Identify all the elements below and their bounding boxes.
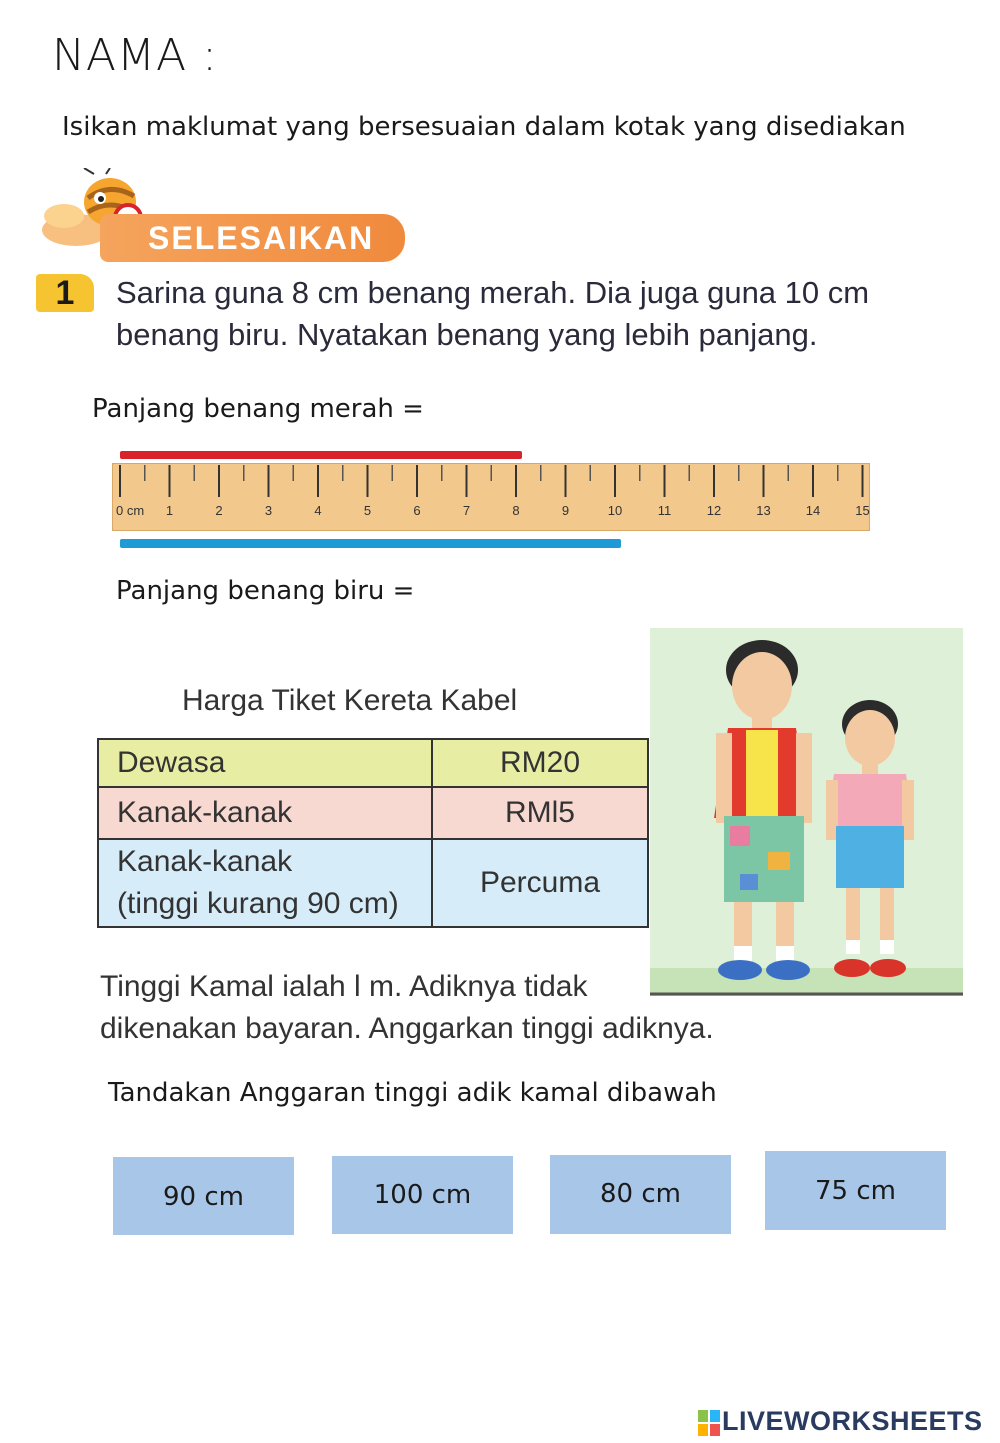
price-cell: Percuma (432, 839, 648, 927)
ruler-tick-label: 14 (805, 503, 821, 518)
ruler-tick-label: 11 (657, 503, 672, 518)
question-line-2: benang biru. Nyatakan benang yang lebih panjang. (116, 317, 818, 352)
table-row (98, 839, 648, 927)
name-label: NAMA : (52, 30, 218, 81)
answer-option-100cm[interactable]: 100 cm (332, 1156, 513, 1234)
table-row (98, 787, 648, 839)
footer-brand: LIVEWORKSHEETS (722, 1406, 983, 1436)
liveworksheets-branding (698, 1406, 994, 1438)
ruler-tick-label: 1 (165, 503, 174, 518)
ruler-tick-label: 12 (706, 503, 722, 518)
table-row (98, 739, 648, 787)
selesaikan-banner: SELESAIKAN (100, 214, 405, 262)
price-cell: RMl5 (432, 787, 648, 839)
answer-prompt: Tandakan Anggaran tinggi adik kamal dibawah (108, 1078, 717, 1108)
liveworksheets-logo-icon (698, 1410, 720, 1436)
ruler-tick-label: 15 (855, 503, 870, 518)
answer-option-80cm[interactable]: 80 cm (550, 1155, 731, 1234)
problem-line-1: Tinggi Kamal ialah l m. Adiknya tidak (100, 970, 588, 1003)
category-cell (98, 839, 432, 927)
ruler-tick-label: 7 (462, 503, 471, 518)
answer-option-90cm[interactable]: 90 cm (113, 1157, 294, 1235)
ruler-tick-label: 0 cm (116, 503, 145, 518)
question-line-1: Sarina guna 8 cm benang merah. Dia juga guna 10 cm (116, 275, 870, 310)
category-line-2: (tinggi kurang 90 cm) (117, 887, 399, 920)
ruler-tick-label: 8 (512, 503, 520, 518)
blue-thread-length-label: Panjang benang biru = (116, 576, 415, 606)
problem-text (100, 966, 714, 1050)
ticket-price-table (97, 738, 649, 928)
blue-thread (120, 539, 621, 548)
ruler-tick-label: 9 (561, 503, 570, 518)
ruler-tick-label: 4 (314, 503, 322, 518)
ruler-tick-label: 5 (363, 503, 372, 518)
answer-option-75cm[interactable]: 75 cm (765, 1151, 946, 1230)
ruler-tick-label: 10 (607, 503, 623, 518)
red-thread (120, 451, 522, 459)
ruler (112, 463, 870, 531)
instruction-text: Isikan maklumat yang bersesuaian dalam kotak yang disediakan (62, 112, 906, 142)
red-thread-length-label: Panjang benang merah = (92, 394, 424, 424)
category-cell: Kanak-kanak (98, 787, 432, 839)
ruler-tick-label: 2 (215, 503, 223, 518)
ruler-tick-label: 3 (264, 503, 273, 518)
category-line-1: Kanak-kanak (117, 845, 293, 878)
question-text (116, 272, 936, 356)
category-cell: Dewasa (98, 739, 432, 787)
ruler-tick-label: 13 (756, 503, 771, 518)
problem-line-2: dikenakan bayaran. Anggarkan tinggi adiknya. (100, 1012, 714, 1045)
question-number-badge: 1 (36, 274, 94, 312)
price-cell: RM20 (432, 739, 648, 787)
ruler-tick-label: 6 (413, 503, 421, 518)
two-boys-icon (650, 628, 963, 996)
table-title: Harga Tiket Kereta Kabel (182, 684, 518, 717)
